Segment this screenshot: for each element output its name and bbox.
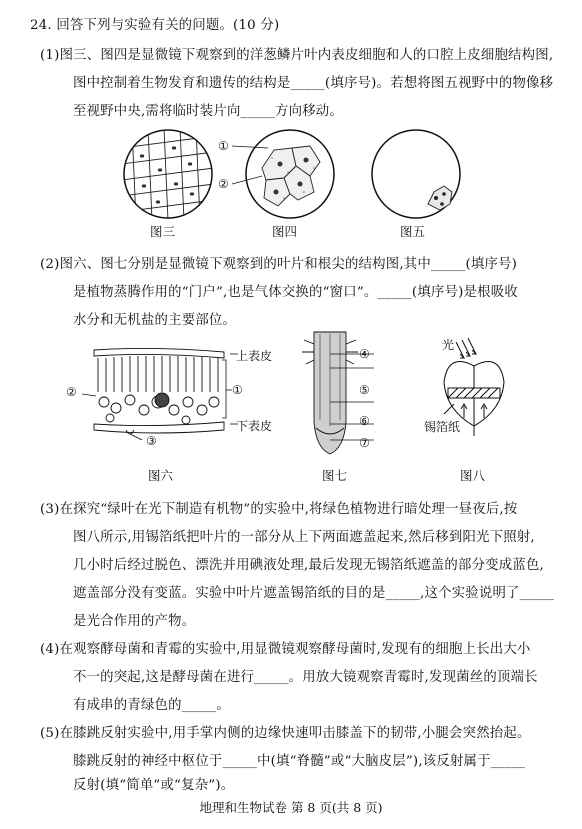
part4-line3: 有成串的青绿色的_____。 — [73, 698, 230, 713]
page-footer: 地理和生物试卷 第 8 页(共 8 页) — [199, 800, 383, 815]
figure-6-mark-2: ② — [66, 385, 77, 399]
part1-line3: 至视野中央,需将临时装片向_____方向移动。 — [73, 104, 343, 119]
figure-4-mark-1: ① — [218, 139, 229, 153]
part1-line2: 图中控制着生物发育和遗传的结构是_____(填序号)。若想将图五视野中的物像移 — [73, 76, 554, 91]
figure-7-mark-4: ④ — [359, 347, 370, 361]
caption-figure-8: 图八 — [460, 468, 486, 483]
part2-line1: (2)图六、图七分别是显微镜下观察到的叶片和根尖的结构图,其中_____(填序号) — [40, 257, 518, 272]
part5-line3: 反射(填“简单”或“复杂”)。 — [73, 778, 235, 793]
figure-6-upper-epidermis: 上表皮 — [236, 349, 273, 363]
part4-line2: 不一的突起,这是酵母菌在进行_____。用放大镜观察青霉时,发现菌丝的顶端长 — [73, 670, 538, 685]
figure-7-mark-7: ⑦ — [359, 436, 370, 450]
part3-line4: 遮盖部分没有变蓝。实验中叶片遮盖锡箔纸的目的是_____,这个实验说明了_____ — [73, 586, 555, 601]
caption-figure-5: 图五 — [400, 224, 426, 239]
part2-line2: 是植物蒸腾作用的“门户”,也是气体交换的“窗口”。_____(填序号)是根吸收 — [73, 285, 518, 300]
figure-8-light-label: 光 — [442, 338, 455, 352]
caption-figure-6: 图六 — [148, 468, 174, 483]
caption-figure-3: 图三 — [150, 224, 176, 239]
part3-line1: (3)在探究“绿叶在光下制造有机物”的实验中,将绿色植物进行暗处理一昼夜后,按 — [40, 502, 518, 517]
figure-5-view-field — [370, 128, 462, 220]
part2-line3: 水分和无机盐的主要部位。 — [73, 313, 237, 328]
figure-3-onion-cells — [122, 128, 214, 220]
figure-6-mark-1: ① — [232, 383, 243, 397]
figure-6-mark-3: ③ — [146, 434, 157, 448]
figure-8-foil-label: 锡箔纸 — [424, 420, 461, 434]
part3-line2: 图八所示,用锡箔纸把叶片的一部分从上下两面遮盖起来,然后移到阳光下照射, — [73, 530, 535, 545]
figure-4-mark-2: ② — [218, 177, 229, 191]
figure-7-mark-6: ⑥ — [359, 414, 370, 428]
figure-6-lower-epidermis: 下表皮 — [236, 419, 273, 433]
caption-figure-4: 图四 — [272, 224, 298, 239]
part1-line1: (1)图三、图四是显微镜下观察到的洋葱鳞片叶内表皮细胞和人的口腔上皮细胞结构图, — [40, 48, 554, 63]
figure-7-mark-5: ⑤ — [359, 383, 370, 397]
figure-4-pointer-lines — [232, 140, 272, 190]
question-title: 24. 回答下列与实验有关的问题。(10 分) — [30, 18, 280, 33]
part3-line5: 是光合作用的产物。 — [73, 614, 196, 629]
part4-line1: (4)在观察酵母菌和青霉的实验中,用显微镜观察酵母菌时,发现有的细胞上长出大小 — [40, 642, 531, 657]
part5-line2: 膝跳反射的神经中枢位于_____中(填“脊髓”或“大脑皮层”),该反射属于_____ — [73, 754, 526, 769]
part3-line3: 几小时后经过脱色、漂洗并用碘液处理,最后发现无锡箔纸遮盖的部分变成蓝色, — [73, 558, 544, 573]
part5-line1: (5)在膝跳反射实验中,用手掌内侧的边缘快速叩击膝盖下的韧带,小腿会突然抬起。 — [40, 726, 531, 741]
caption-figure-7: 图七 — [322, 468, 348, 483]
figure-6-pointer-lines — [82, 344, 252, 444]
